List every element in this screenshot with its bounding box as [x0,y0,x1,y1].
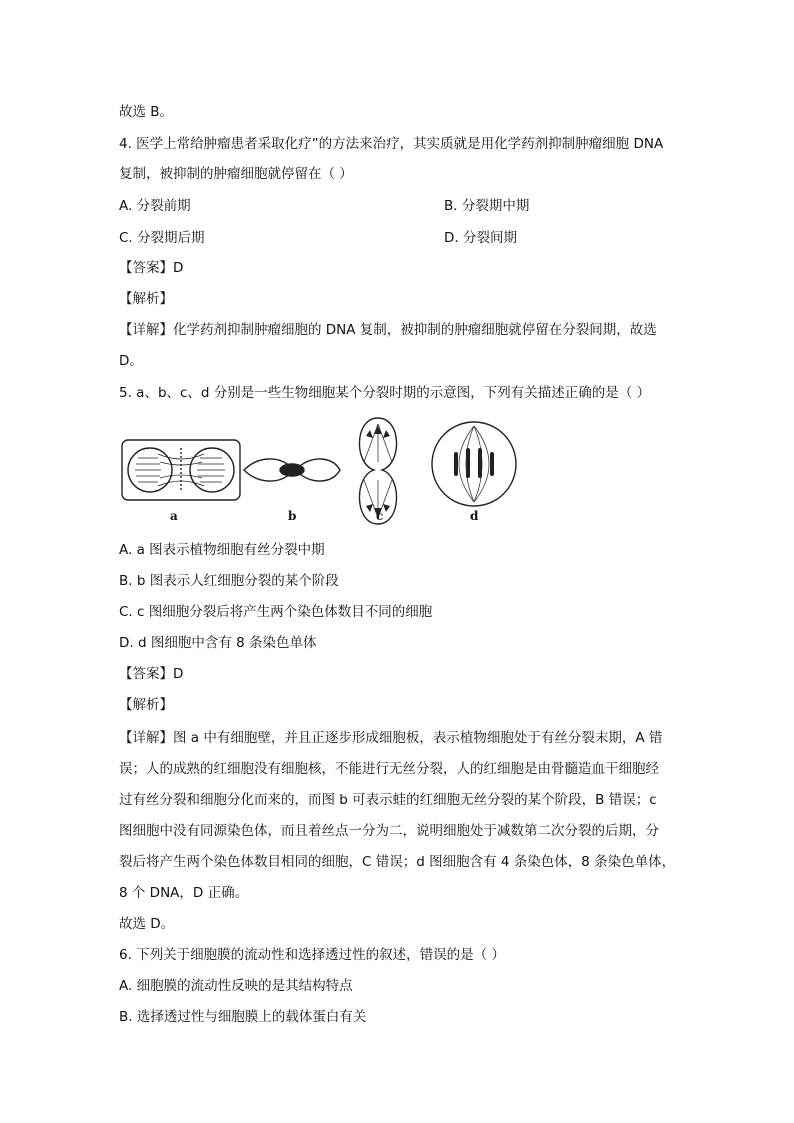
answer-line: 【答案】D [119,666,184,682]
question-5-stem: 5. a、b、c、d 分别是一些生物细胞某个分裂时期的示意图，下列有关描述正确的是（ ） [119,385,651,401]
q5-option-d: D. d 图细胞中含有 8 条染色单体 [119,635,317,651]
figure-label-b: b [288,509,297,523]
figure-label-a: a [170,509,178,523]
figure-label-d: d [470,509,479,523]
q4-option-c: C. 分裂期后期 [119,230,205,246]
q5-option-c: C. c 图细胞分裂后将产生两个染色体数目不同的细胞 [119,604,433,620]
cell-diagram-a [122,440,240,500]
explanation-line: 图细胞中没有同源染色体，而且着丝点一分为二，说明细胞处于减数第二次分裂的后期，分 [119,823,659,839]
question-4-stem: 复制，被抑制的肿瘤细胞就停留在（ ） [119,166,353,182]
analysis-heading: 【解析】 [119,697,173,713]
explanation-line: 【详解】图 a 中有细胞壁，并且正逐步形成细胞板，表示植物细胞处于有丝分裂末期，A 错 [119,730,663,746]
explanation-line: 裂后将产生两个染色体数目相同的细胞，C 错误；d 图细胞含有 4 条染色体，8 条染色单体， [119,854,676,870]
q5-option-a: A. a 图表示植物细胞有丝分裂中期 [119,542,325,558]
q5-option-b: B. b 图表示人红细胞分裂的某个阶段 [119,573,339,589]
explanation-line: 【详解】化学药剂抑制肿瘤细胞的 DNA 复制，被抑制的肿瘤细胞就停留在分裂间期，故选 [119,322,657,338]
cell-division-figure [118,412,518,532]
answer-line: 【答案】D [119,260,184,276]
analysis-heading: 【解析】 [119,291,173,307]
q4-option-d: D. 分裂间期 [444,230,517,246]
explanation-line: 8 个 DNA，D 正确。 [119,885,249,901]
q4-option-b: B. 分裂期中期 [444,198,530,214]
cell-diagram-b [244,459,340,481]
q4-option-a: A. 分裂前期 [119,198,191,214]
question-6-stem: 6. 下列关于细胞膜的流动性和选择透过性的叙述，错误的是（ ） [119,947,505,963]
question-4-stem: 4. 医学上常给肿瘤患者采取化疗”的方法来治疗，其实质就是用化学药剂抑制肿瘤细胞 DNA [119,136,664,152]
explanation-line: 误；人的成熟的红细胞没有细胞核，不能进行无丝分裂，人的红细胞是由骨髓造血干细胞经 [119,761,659,777]
cell-diagram-d [432,422,516,506]
explanation-line: D。 [119,353,143,369]
q6-option-b: B. 选择透过性与细胞膜上的载体蛋白有关 [119,1009,367,1025]
text-line: 故选 D。 [119,916,175,932]
explanation-line: 过有丝分裂和细胞分化而来的，而图 b 可表示蛙的红细胞无丝分裂的某个阶段，B 错误；c [119,792,657,808]
figure-label-c: c [376,509,384,523]
text-line: 故选 B。 [119,104,174,120]
q6-option-a: A. 细胞膜的流动性反映的是其结构特点 [119,978,353,994]
